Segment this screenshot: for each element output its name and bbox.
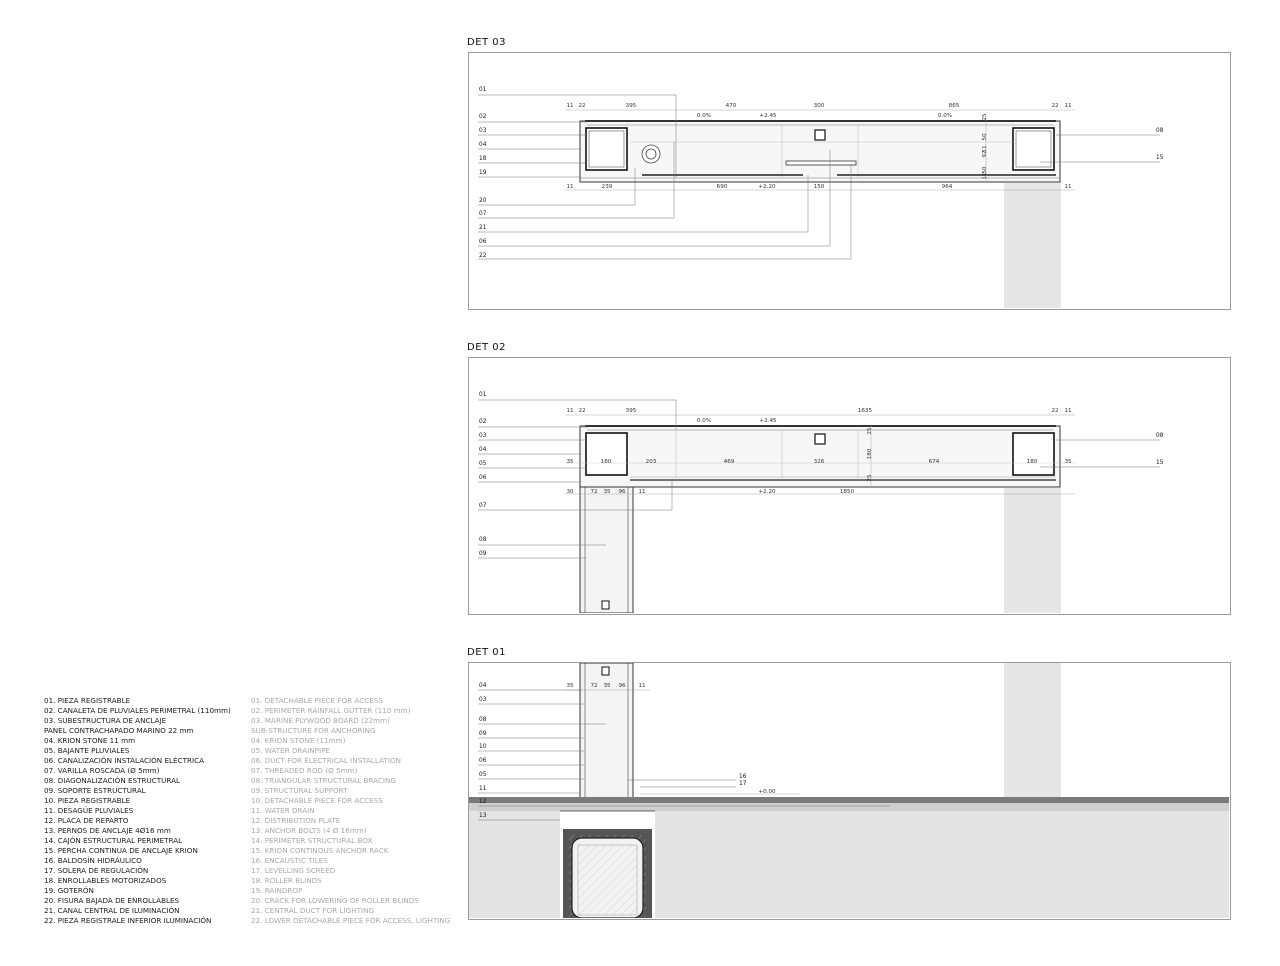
det02-callout-label: 15 <box>1156 460 1164 466</box>
det02-vdimension: 25 <box>867 474 873 482</box>
det03-vdimension: 25 <box>982 113 988 121</box>
det01-dimension: 96 <box>618 683 626 689</box>
det03-callout-label: 20 <box>479 198 487 204</box>
det02-callout-label: 08 <box>479 537 487 543</box>
det03-vdimension: 11 <box>982 172 988 180</box>
legend-item: 08. DIAGONALIZACIÓN ESTRUCTURAL <box>44 776 181 785</box>
legend-item: 05. WATER DRAINPIPE <box>251 746 330 755</box>
det03-dimension: 964 <box>941 184 953 190</box>
det03-slope: +2.45 <box>759 113 777 119</box>
legend-item: 03. SUBESTRUCTURA DE ANCLAJE <box>44 716 167 725</box>
det02-dimension: +2.20 <box>758 489 776 495</box>
det02-dimension: 35 <box>603 489 611 495</box>
det02-dimension: 469 <box>723 459 735 465</box>
legend-item: 22. LOWER DETACHABLE PIECE FOR ACCESS, LIGHTING <box>251 916 451 925</box>
det03-vdimension: 50 <box>982 133 988 141</box>
legend-item: 03. MARINE PLYWOOD BOARD (22mm) <box>251 716 390 725</box>
det03-dimension: 470 <box>725 103 737 109</box>
det03-callout-label: 22 <box>479 253 487 259</box>
det03-vdimension: 50 <box>982 166 988 174</box>
det03-title: DET 03 <box>467 37 507 48</box>
det02-callout-label: 04 <box>479 447 487 453</box>
det03-callout-label: 15 <box>1156 155 1164 161</box>
legend-item: 05. BAJANTE PLUVIALES <box>44 746 130 755</box>
det02-dimension: 35 <box>1064 459 1072 465</box>
det03-dimension: 239 <box>601 184 613 190</box>
det01-dimension: 72 <box>590 683 598 689</box>
det01-dimension: 11 <box>638 683 646 689</box>
det02-dimension: 674 <box>928 459 940 465</box>
det02-dimension: 180 <box>600 459 612 465</box>
det03-vdimension: 92 <box>982 150 988 158</box>
det03-drawing <box>478 95 1160 308</box>
det02-callout-label: 08 <box>1156 433 1164 439</box>
legend-item: 15. PERCHA CONTINUA DE ANCLAJE KRION <box>44 846 198 855</box>
det03-dimension: 395 <box>625 103 637 109</box>
det02-slope: 0.0% <box>696 418 712 424</box>
det02-callout-label: 02 <box>479 419 487 425</box>
det02-dimension: 11 <box>638 489 646 495</box>
det01-level: +0.00 <box>758 789 776 795</box>
det02-dimension: 35 <box>566 459 574 465</box>
det03-callout-label: 06 <box>479 239 487 245</box>
legend-item: 01. DETACHABLE PIECE FOR ACCESS <box>251 696 383 705</box>
det02-dimension: 22 <box>1051 408 1059 414</box>
legend-item: 13. PERNOS DE ANCLAJE 4Ø16 mm <box>44 826 171 835</box>
legend-item: 11. DESAGÜE PLUVIALES <box>44 806 134 815</box>
det01-callout-label: 11 <box>479 786 487 792</box>
det03-dimension: 11 <box>566 103 574 109</box>
det02-callout-label: 01 <box>479 392 487 398</box>
det03-callout-label: 07 <box>479 211 487 217</box>
det03-callout-label: 08 <box>1156 128 1164 134</box>
det01-drawing <box>469 663 1229 918</box>
det03-callout-label: 03 <box>479 128 487 134</box>
det01-callout-label: 17 <box>739 781 747 787</box>
legend-item: 11. WATER DRAIN <box>251 806 315 815</box>
legend-item: 19. RAINDROP <box>251 886 303 895</box>
det02-dimension: 203 <box>645 459 657 465</box>
det03-dimension: 11 <box>1064 184 1072 190</box>
legend-item: 21. CANAL CENTRAL DE ILUMINACIÓN <box>44 906 180 915</box>
legend-item: 18. ENROLLABLES MOTORIZADOS <box>44 876 167 885</box>
legend-item: 07. VARILLA ROSCADA (Ø 5mm) <box>44 766 160 775</box>
legend-item: 17. SOLERA DE REGULACIÓN <box>44 866 149 875</box>
det01-callout-label: 09 <box>479 731 487 737</box>
det02-dimension: 72 <box>590 489 598 495</box>
det02-callout-label: 03 <box>479 433 487 439</box>
legend-item: 01. PIEZA REGISTRABLE <box>44 696 131 705</box>
det02-callout-label: 05 <box>479 461 487 467</box>
legend-item: 16. ENCAUSTIC TILES <box>251 856 328 865</box>
det02-dimension: 180 <box>1026 459 1038 465</box>
legend-spanish <box>44 696 231 926</box>
det01-callout-label: 10 <box>479 744 487 750</box>
legend-item: 06. DUCT FOR ELECTRICAL INSTALLATION <box>251 756 401 765</box>
det02-drawing <box>478 400 1160 613</box>
det03-dimension: 11 <box>1064 103 1072 109</box>
det01-callout-label: 13 <box>479 813 487 819</box>
det02-dimension: 11 <box>1064 408 1072 414</box>
det03-dimension: 150 <box>813 184 825 190</box>
legend-item: 04. KRION STONE (11mm) <box>251 736 346 745</box>
legend-item: 19. GOTERÓN <box>44 886 94 895</box>
det02-callout-label: 06 <box>479 475 487 481</box>
det01-callout-label: 08 <box>479 717 487 723</box>
det01-callout-label: 05 <box>479 772 487 778</box>
legend-item: 02. PERIMETER RAINFALL GUTTER (110 mm) <box>251 706 411 715</box>
det02-dimension: 30 <box>566 489 574 495</box>
legend-item: SUB-STRUCTURE FOR ANCHORING <box>251 726 376 735</box>
det03-dimension: 300 <box>813 103 825 109</box>
det01-title: DET 01 <box>467 647 507 658</box>
det02-dimension: 96 <box>618 489 626 495</box>
det03-callout-label: 02 <box>479 114 487 120</box>
det01-callout-label: 06 <box>479 758 487 764</box>
legend-item: 12. DISTRIBUTION PLATE <box>251 816 341 825</box>
legend-item: 15. KRION CONTINOUS ANCHOR RACK <box>251 846 389 855</box>
det02-slope: +2.45 <box>759 418 777 424</box>
det01-dimension: 35 <box>603 683 611 689</box>
det03-vdimension: 11 <box>982 145 988 153</box>
det02-dimension: 11 <box>566 408 574 414</box>
det03-dimension: 690 <box>716 184 728 190</box>
det01-dimension: 35 <box>566 683 574 689</box>
det03-callout-label: 01 <box>479 87 487 93</box>
det02-callout-label: 09 <box>479 551 487 557</box>
legend-item: 04. KRION STONE 11 mm <box>44 736 136 745</box>
det03-callout-label: 19 <box>479 170 487 176</box>
legend-item: 17. LEVELLING SCREED <box>251 866 336 875</box>
det02-dimension: 1850 <box>839 489 855 495</box>
legend-english <box>251 696 450 926</box>
det01-callout-label: 12 <box>479 799 487 805</box>
legend-item: 07. THREADED ROD (Ø 5mm) <box>251 766 358 775</box>
legend-item: 08. TRIANGULAR STRUCTURAL BRACING <box>251 776 397 785</box>
det03-slope: 0.0% <box>937 113 953 119</box>
det02-dimension: 22 <box>578 408 586 414</box>
legend-item: 02. CANALETA DE PLUVIALES PERIMETRAL (110mm) <box>44 706 231 715</box>
det03-dimension: 11 <box>566 184 574 190</box>
det02-vdimension: 180 <box>867 448 873 460</box>
det02-dimension: 395 <box>625 408 637 414</box>
legend-item: 20. CRACK FOR LOWERING OF ROLLER BLINDS <box>251 896 419 905</box>
det02-title: DET 02 <box>467 342 507 353</box>
det03-dimension: 865 <box>948 103 960 109</box>
legend-item: 21. CENTRAL DUCT FOR LIGHTING <box>251 906 375 915</box>
det01-callout-label: 16 <box>739 774 747 780</box>
legend-item: 12. PLACA DE REPARTO <box>44 816 129 825</box>
det03-dimension: 22 <box>578 103 586 109</box>
legend-item: 13. ANCHOR BOLTS (4 Ø 16mm) <box>251 826 367 835</box>
legend-item: 09. SOPORTE ESTRUCTURAL <box>44 786 146 795</box>
legend-item: 22. PIEZA REGISTRALE INFERIOR ILUMINACIÓN <box>44 916 212 925</box>
legend-item: 10. DETACHABLE PIECE FOR ACCESS <box>251 796 383 805</box>
det03-dimension: +2.20 <box>758 184 776 190</box>
det01-callout-label: 03 <box>479 697 487 703</box>
legend-item: 06. CANALIZACIÓN INSTALACIÓN ELÉCTRICA <box>44 756 205 765</box>
legend-item: PANEL CONTRACHAPADO MARINO 22 mm <box>44 726 194 735</box>
det03-slope: 0.0% <box>696 113 712 119</box>
legend-item: 14. CAJÓN ESTRUCTURAL PERIMETRAL <box>44 836 183 845</box>
legend-item: 09. STRUCTURAL SUPPORT <box>251 786 348 795</box>
legend-item: 10. PIEZA REGISTRABLE <box>44 796 131 805</box>
det03-dimension: 22 <box>1051 103 1059 109</box>
det02-callout-label: 07 <box>479 503 487 509</box>
det02-vdimension: 25 <box>867 427 873 435</box>
legend-item: 16. BALDOSÍN HIDRÁULICO <box>44 856 142 865</box>
det03-callout-label: 21 <box>479 225 487 231</box>
det03-callout-label: 04 <box>479 142 487 148</box>
legend-item: 20. FISURA BAJADA DE ENROLLABLES <box>44 896 180 905</box>
legend-item: 14. PERIMETER STRUCTURAL BOX <box>251 836 373 845</box>
det01-callout-label: 04 <box>479 683 487 689</box>
det02-dimension: 1635 <box>857 408 873 414</box>
det03-callout-label: 18 <box>479 156 487 162</box>
det02-dimension: 326 <box>813 459 825 465</box>
legend-item: 18. ROLLER BLINDS <box>251 876 322 885</box>
